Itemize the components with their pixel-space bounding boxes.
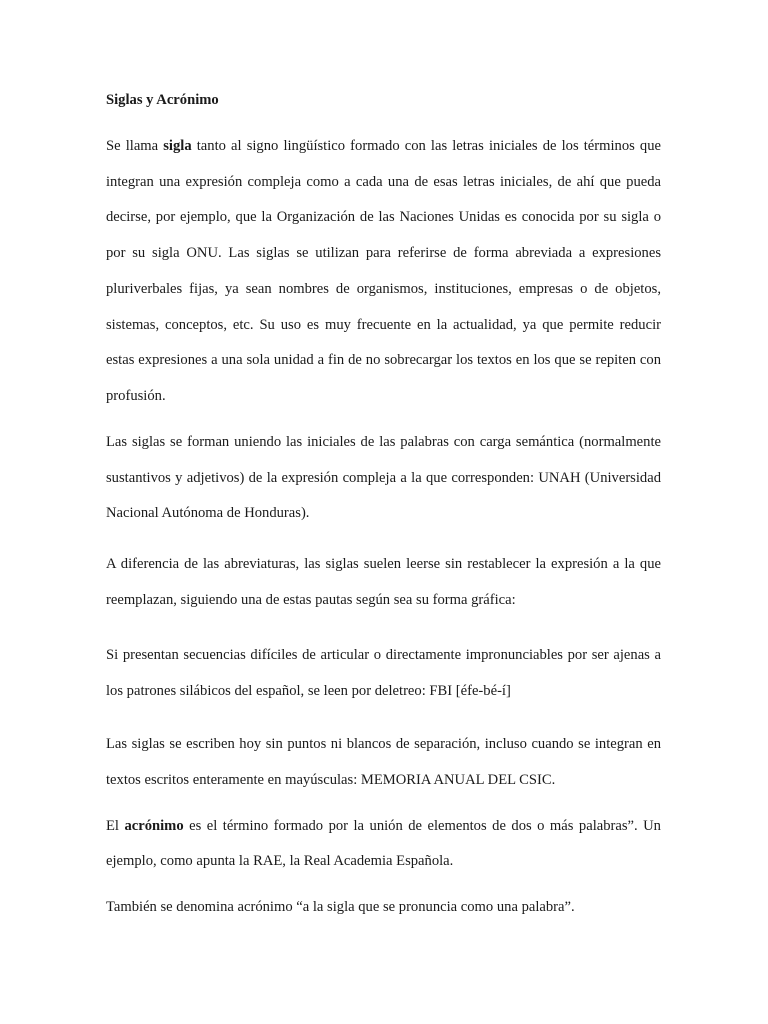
p1-text-rest: tanto al signo lingüístico formado con las letras iniciales de los términos que integran una expresión compleja como a cada una de esas letras iniciales, de ahí que pueda decirse, por ejemplo, que la Organización de las Naciones Unidas es conocida por su sigla o por su sigla ONU. Las siglas se utilizan para referirse de forma abreviada a expresiones pluriverbales fijas, ya sean nombres de organismos, instituciones, empresas o de objetos, sistemas, conceptos, etc. Su uso es muy frecuente en la actualidad, ya que permite reducir estas expresiones a una sola unidad a fin de no sobrecargar los textos en los que se repiten con profusión. — [106, 138, 661, 404]
document-title: Siglas y Acrónimo — [106, 92, 219, 108]
paragraph-sigla-formation: Las siglas se forman uniendo las iniciales de las palabras con carga semántica (normalmente sustantivos y adjetivos) de la expresión compleja a la que corresponden: UNAH (Universidad Nacional Autónoma de Honduras). — [106, 434, 661, 522]
paragraph-sigla-writing: Las siglas se escriben hoy sin puntos ni blancos de separación, incluso cuando se integran en textos escritos enteramente en mayúsculas: MEMORIA ANUAL DEL CSIC. — [106, 736, 661, 788]
paragraph-deletreo: Si presentan secuencias difíciles de articular o directamente impronunciables por ser ajenas a los patrones silábicos del español, se leen por deletreo: FBI [éfe-bé-í] — [106, 647, 661, 699]
term-sigla: sigla — [163, 138, 192, 154]
paragraph-acronimo-pronunciation: También se denomina acrónimo “a la sigla que se pronuncia como una palabra”. — [106, 899, 575, 915]
term-acronimo: acrónimo — [124, 818, 184, 834]
document-page — [106, 0, 661, 1024]
paragraph-sigla-reading: A diferencia de las abreviaturas, las siglas suelen leerse sin restablecer la expresión a la que reemplazan, siguiendo una de estas pautas según sea su forma gráfica: — [106, 556, 661, 608]
paragraph-acronimo-definition — [106, 809, 661, 879]
paragraph-sigla-definition — [106, 129, 661, 415]
p6-text-rest: es el término formado por la unión de elementos de dos o más palabras”. Un ejemplo, como apunta la RAE, la Real Academia Española. — [106, 818, 661, 869]
p1-text-start: Se llama — [106, 138, 164, 154]
p6-text-start: El — [106, 818, 125, 834]
